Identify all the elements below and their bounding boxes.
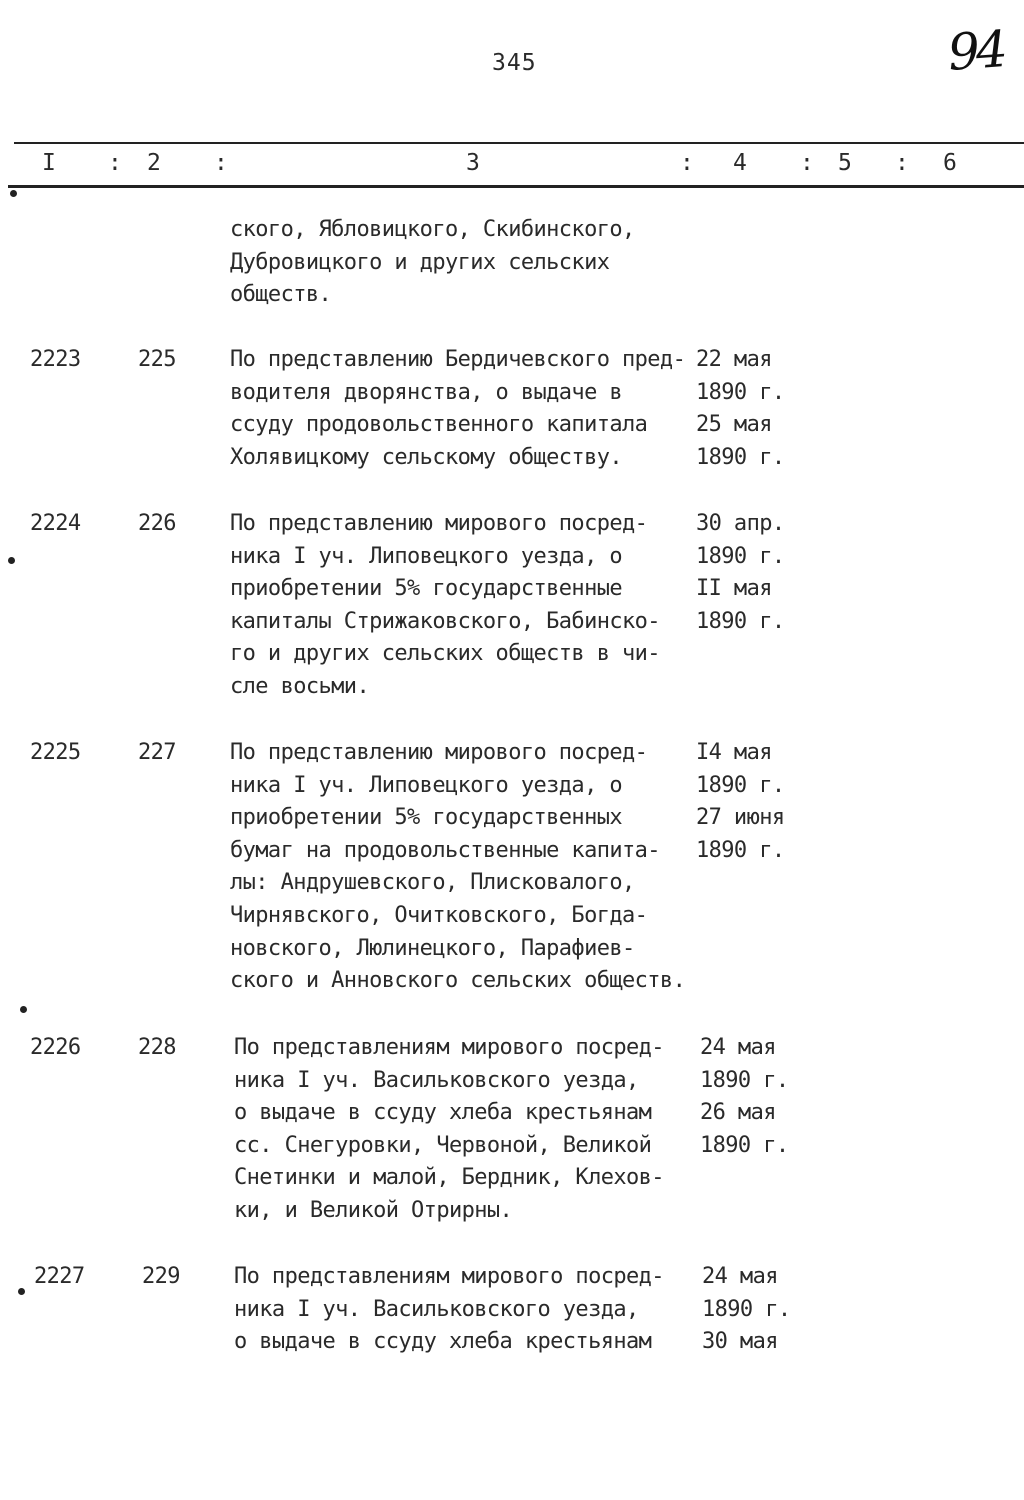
date-line: 1890 г.: [696, 444, 785, 470]
date-line: 30 апр.: [696, 511, 785, 536]
description-line: Снетинки и малой, Бердник, Клехов-: [234, 1165, 664, 1191]
date-line: 1890 г.: [696, 772, 785, 798]
description-line: Дубровицкого и других сельских: [230, 249, 610, 275]
date-line: 1890 г.: [696, 608, 785, 634]
entry-dates: [696, 508, 816, 638]
date-line: 30 мая: [702, 1329, 778, 1355]
header-rule-bottom: [8, 185, 1024, 188]
description-line: новского, Люлинецкого, Парафиев-: [230, 935, 635, 961]
entry-description: [230, 508, 700, 704]
entry-description: [230, 214, 700, 312]
date-line: 1890 г.: [700, 1132, 789, 1158]
header-col2: 2: [147, 150, 161, 176]
description-line: бумаг на продовольственные капита-: [230, 837, 660, 863]
header-separator: :: [108, 150, 122, 176]
entry-subnumber: 227: [138, 740, 176, 765]
header-col3: 3: [466, 150, 480, 176]
entry-dates: [696, 344, 816, 474]
entry-subnumber: 225: [138, 347, 176, 372]
date-line: 25 мая: [696, 412, 772, 438]
description-line: По представлениям мирового посред-: [234, 1035, 664, 1060]
entry-subnumber: 229: [142, 1264, 180, 1289]
header-col5: 5: [838, 150, 852, 176]
entry-number: 2223: [30, 347, 81, 372]
date-line: 1890 г.: [696, 837, 785, 863]
date-line: 27 июня: [696, 805, 785, 831]
date-line: I4 мая: [696, 740, 772, 765]
entry-subnumber: 226: [138, 511, 176, 536]
entry-description: [234, 1261, 704, 1359]
description-line: ника I уч. Липовецкого уезда, о: [230, 543, 622, 569]
entry-number: 2227: [34, 1264, 85, 1289]
header-rule-top: [14, 142, 1024, 144]
description-line: приобретении 5% государственных: [230, 805, 622, 831]
description-line: капиталы Стрижаковского, Бабинско-: [230, 608, 660, 634]
description-line: сс. Снегуровки, Червоной, Великой: [234, 1132, 652, 1158]
scan-speck: [20, 1006, 27, 1013]
entry-number: 2224: [30, 511, 81, 536]
date-line: 24 мая: [702, 1264, 778, 1289]
description-line: ки, и Великой Отрирны.: [234, 1197, 513, 1223]
date-line: 1890 г.: [700, 1067, 789, 1093]
description-line: ссуду продовольственного капитала: [230, 412, 648, 438]
scan-speck: [10, 190, 17, 197]
description-line: ского, Ябловицкого, Скибинского,: [230, 217, 635, 242]
description-line: го и других сельских обществ в чи-: [230, 641, 660, 667]
entry-description: [234, 1032, 704, 1228]
header-col4: 4: [733, 150, 747, 176]
header-col1: I: [42, 150, 56, 176]
description-line: По представлению мирового посред-: [230, 511, 648, 536]
date-line: 24 мая: [700, 1035, 776, 1060]
entry-dates: [700, 1032, 820, 1162]
date-line: 22 мая: [696, 347, 772, 372]
description-line: лы: Андрушевского, Плисковалого,: [230, 870, 635, 896]
description-line: ника I уч. Васильковского уезда,: [234, 1067, 639, 1093]
description-line: о выдаче в ссуду хлеба крестьянам: [234, 1100, 652, 1126]
date-line: 26 мая: [700, 1100, 776, 1126]
description-line: Чирнявского, Очитковского, Богда-: [230, 902, 648, 928]
header-separator: :: [680, 150, 694, 176]
header-separator: :: [895, 150, 909, 176]
scan-speck: [8, 557, 15, 564]
description-line: Холявицкому сельскому обществу.: [230, 444, 622, 470]
date-line: II мая: [696, 576, 772, 602]
entry-dates: [702, 1261, 822, 1359]
header-col6: 6: [943, 150, 957, 176]
entry-number: 2226: [30, 1035, 81, 1060]
entry-subnumber: 228: [138, 1035, 176, 1060]
description-line: По представлению Бердичевского пред-: [230, 347, 686, 372]
description-line: ского и Анновского сельских обществ.: [230, 968, 686, 994]
description-line: ника I уч. Васильковского уезда,: [234, 1296, 639, 1322]
scan-speck: [18, 1288, 25, 1295]
date-line: 1890 г.: [696, 379, 785, 405]
page-number: 345: [492, 50, 537, 76]
description-line: о выдаче в ссуду хлеба крестьянам: [234, 1329, 652, 1355]
description-line: ника I уч. Липовецкого уезда, о: [230, 772, 622, 798]
description-line: приобретении 5% государственные: [230, 576, 622, 602]
description-line: сле восьми.: [230, 673, 370, 699]
date-line: 1890 г.: [702, 1296, 791, 1322]
header-separator: :: [800, 150, 814, 176]
entry-number: 2225: [30, 740, 81, 765]
date-line: 1890 г.: [696, 543, 785, 569]
description-line: По представлению мирового посред-: [230, 740, 648, 765]
description-line: обществ.: [230, 282, 332, 308]
description-line: По представлениям мирового посред-: [234, 1264, 664, 1289]
entry-description: [230, 737, 700, 998]
entry-description: [230, 344, 700, 474]
description-line: водителя дворянства, о выдаче в: [230, 379, 622, 405]
header-separator: :: [214, 150, 228, 176]
handwritten-archive-number: 94: [946, 20, 1006, 82]
entry-dates: [696, 737, 816, 867]
